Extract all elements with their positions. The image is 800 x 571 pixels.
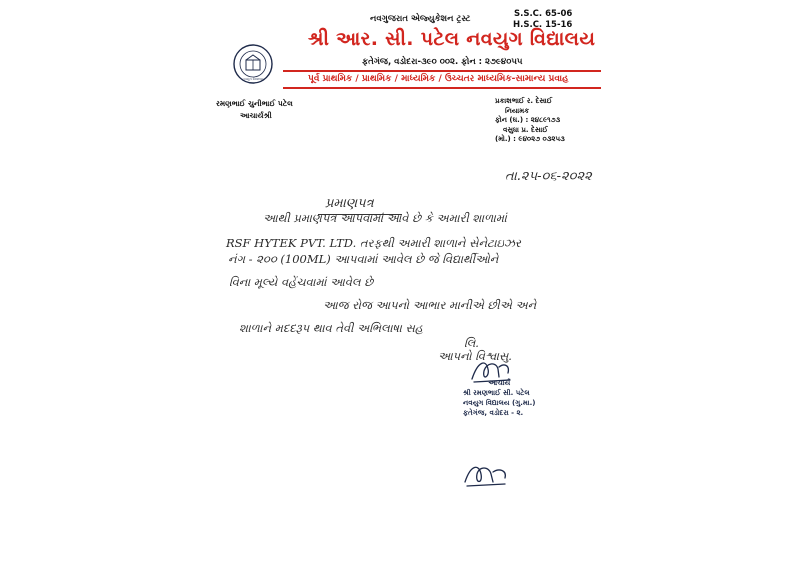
letter-heading: પ્રમાણપત્ર bbox=[325, 196, 374, 211]
header-rule-bottom bbox=[283, 87, 601, 89]
trust-name: નવગુજરાત એજ્યુકેશન ટ્રસ્ટ bbox=[370, 14, 471, 24]
letter-line-4: વિના મૂલ્યે વહેંચવામાં આવેલ છે bbox=[229, 275, 374, 289]
letter-date: તા.૨૫-૦૬-૨૦૨૨ bbox=[505, 169, 592, 184]
letter-line-3: નંગ - ૨૦૦ (100ML) આપવામાં આવેલ છે જે વિદ્યાર્થીઓને bbox=[228, 252, 499, 266]
lower-signature-icon bbox=[457, 460, 513, 490]
school-name: શ્રી આર. સી. પટેલ નવયુગ વિદ્યાલય bbox=[308, 28, 596, 50]
school-address: ફતેગંજ, વડોદરા-૩૯૦ ૦૦૨. ફોન : ૨૭૯૪૦૫૫ bbox=[362, 57, 523, 67]
school-wings: પૂર્વ પ્રાથમિક / પ્રાથમિક / માધ્યમિક / ઉચ્ચતર માધ્યમિક-સામાન્ય પ્રવાહ bbox=[308, 74, 569, 84]
letter-closing: આપનો વિશ્વાસુ. bbox=[438, 349, 512, 363]
logo-text: નવયુગ વિદ્યાલય bbox=[242, 77, 264, 81]
director-name: પ્રકાશભાઈ ર. દેસાઈ bbox=[495, 97, 553, 105]
school-logo-icon bbox=[232, 43, 274, 85]
letter-line-6: શાળાને મદદરૂપ થાવ તેવી અભિલાષા સહ bbox=[239, 321, 423, 335]
principal-stamp bbox=[463, 378, 535, 418]
header-rule-top bbox=[283, 70, 601, 72]
letter-line-5: આજ રોજ આપનો આભાર માનીએ છીએ અને bbox=[323, 298, 537, 312]
co-director-phone: (મો.) : ૯૪૦૨૭ ૦૩૨૫૩ bbox=[495, 135, 565, 143]
stamp-line-1: શ્રી રમણભાઈ સી. પટેલ bbox=[463, 389, 530, 397]
stamp-line-2: નવયુગ વિદ્યાલય (ગુ.મા.) bbox=[463, 399, 536, 407]
principal-designation: આચાર્યશ્રી bbox=[240, 111, 272, 120]
principal-name: રમણભાઈ ચુનીભાઈ પટેલ bbox=[216, 99, 293, 108]
director-block bbox=[495, 97, 565, 145]
letter-line-2: RSF HYTEK PVT. LTD. તરફથી અમારી શાળાને સેનેટાઇઝર bbox=[226, 236, 521, 250]
letter-line-1: આથી પ્રમાણપત્ર આપવામાં આવે છે કે અમારી શાળામાં bbox=[263, 211, 507, 225]
co-director-name: વસુધા પ્ર. દેસાઈ bbox=[503, 125, 548, 134]
hsc-code: H.S.C. 15-16 bbox=[513, 20, 573, 30]
ssc-code: S.S.C. 65-06 bbox=[513, 9, 573, 19]
stamp-line-3: ફતેગંજ, વડોદરા - ૨. bbox=[463, 409, 524, 417]
director-role: નિયામક bbox=[505, 106, 530, 115]
stamp-title: આચાર્ય bbox=[488, 379, 511, 387]
director-phone: ફોન (ઘ.) : ૨૪૮૯૧૭૩ bbox=[495, 116, 561, 124]
letter-line-7: લિ. bbox=[464, 336, 479, 350]
